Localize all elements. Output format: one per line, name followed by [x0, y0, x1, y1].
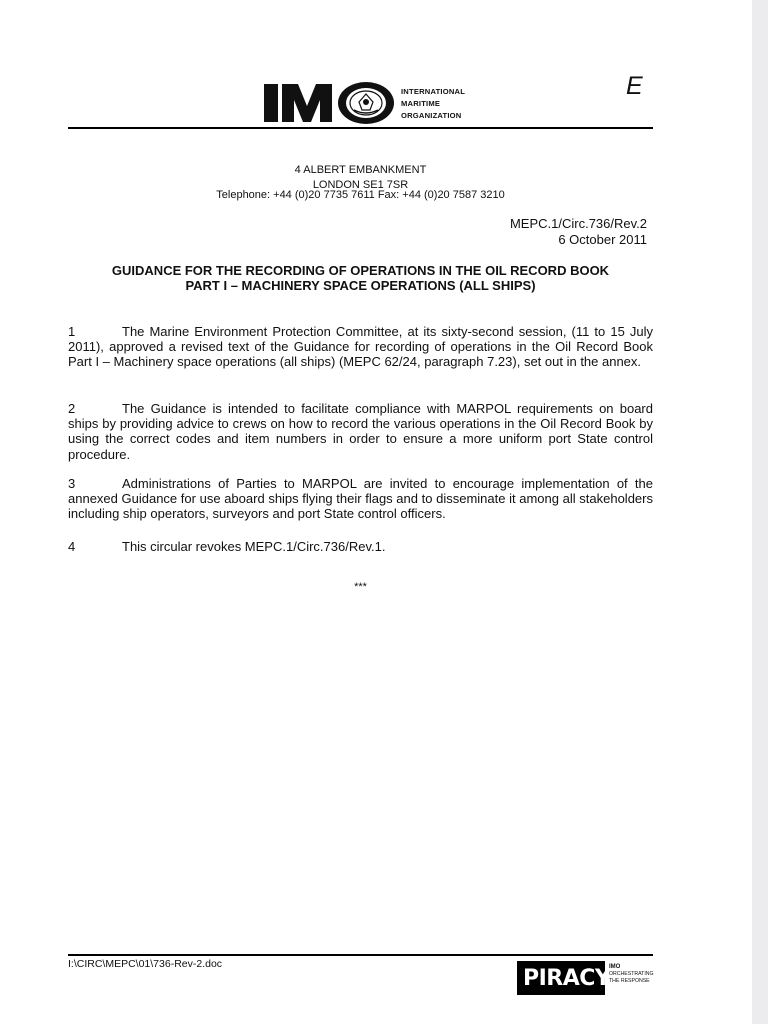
address-line-contact: Telephone: +44 (0)20 7735 7611 Fax: +44 (0)20 7587 3210 — [216, 189, 505, 201]
piracy-word: PIRACY — [523, 966, 611, 991]
paragraph-3 — [68, 476, 653, 522]
document-title-line-2: PART I – MACHINERY SPACE OPERATIONS (ALL SHIPS) — [185, 278, 536, 293]
address-line-city: LONDON SE1 7SR — [312, 179, 409, 191]
paragraph-number: 2 — [68, 401, 76, 416]
imo-emblem-icon — [262, 80, 394, 126]
section-separator: *** — [354, 581, 367, 593]
file-path: I:\CIRC\MEPC\01\736-Rev-2.doc — [68, 958, 223, 970]
paragraph-1 — [68, 324, 653, 370]
paragraph-number: 4 — [68, 539, 76, 554]
paragraph-text: Administrations of Parties to MARPOL are invited to encourage implementation of the annexed Guidance for use aboard ships flying their flags and to disseminate it among all stakeholders including ship operators, surveyors and port State control officers. — [68, 476, 653, 522]
piracy-campaign-badge — [517, 961, 654, 995]
document-reference: MEPC.1/Circ.736/Rev.2 — [509, 216, 647, 231]
paragraph-number: 3 — [68, 476, 76, 491]
header-divider — [68, 127, 653, 129]
organization-name: INTERNATIONAL MARITIME ORGANIZATION — [401, 87, 466, 120]
language-code: E — [626, 72, 643, 100]
paragraph-2 — [68, 401, 653, 462]
address-line-street: 4 ALBERT EMBANKMENT — [294, 164, 427, 176]
paragraph-text: The Guidance is intended to facilitate compliance with MARPOL requirements on board ships by providing advice to crews on how to record the various operations in the Oil Record Book by using the correct codes and item numbers in order to ensure a more uniform port State control procedure. — [68, 401, 653, 462]
document-date: 6 October 2011 — [558, 232, 647, 247]
footer-divider — [68, 954, 653, 956]
paragraph-text: This circular revokes MEPC.1/Circ.736/Rev.1. — [122, 539, 386, 554]
document-title-line-1: GUIDANCE FOR THE RECORDING OF OPERATIONS IN THE OIL RECORD BOOK — [111, 263, 610, 278]
viewer-scroll-gutter[interactable] — [752, 0, 768, 1024]
paragraph-4 — [68, 539, 653, 554]
piracy-tagline: IMO ORCHESTRATING THE RESPONSE — [609, 964, 654, 984]
paragraph-number: 1 — [68, 324, 76, 339]
paragraph-text: The Marine Environment Protection Committee, at its sixty-second session, (11 to 15 July 2011), approved a revised text of the Guidance for recording of operations in the Oil Record Book Part I – Machinery space operations (all ships) (MEPC 62/24, paragraph 7.23), set out in the annex. — [68, 324, 653, 370]
piracy-logo — [517, 961, 611, 995]
